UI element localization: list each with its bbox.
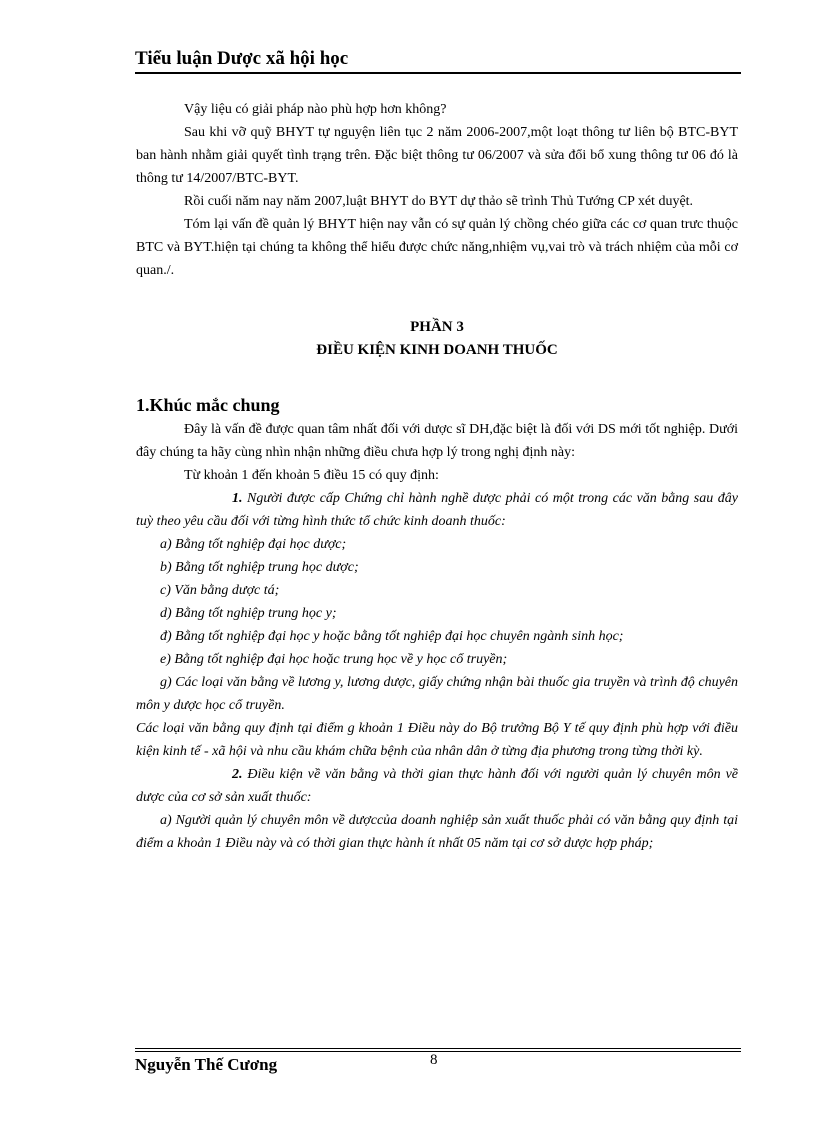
paragraph-summary: Tóm lại vấn đề quản lý BHYT hiện nay vẫn có sự quản lý chồng chéo giữa các cơ quan trưc thuộc BTC và BYT.hiện tại chúng ta không thể hiểu được chức năng,nhiệm vụ,vai trò và trách nhiệm của mỗi cơ quan./.: [136, 217, 738, 278]
page-number: 8: [430, 1052, 438, 1068]
paragraph-bhyt-law: Rồi cuối năm nay năm 2007,luật BHYT do BYT dự thảo sẽ trình Thủ Tướng CP xét duyệt.: [184, 194, 694, 209]
list-item: d) Bằng tốt nghiệp trung học y;: [160, 606, 337, 621]
document-body: [136, 98, 738, 855]
list-item: đ) Bằng tốt nghiệp đại học y hoặc bằng tốt nghiệp đại học chuyên ngành sinh học;: [160, 629, 624, 644]
clause-reference: Từ khoản 1 đến khoản 5 điều 15 có quy định:: [184, 468, 439, 483]
clause-1: [136, 487, 738, 533]
list-item: e) Bằng tốt nghiệp đại học hoặc trung học về y học cổ truyền;: [160, 652, 508, 667]
clause-1-number: 1.: [232, 491, 243, 506]
paragraph-question: Vậy liệu có giải pháp nào phù hợp hơn không?: [184, 102, 447, 117]
list-item-g: g) Các loại văn bằng về lương y, lương dược, giấy chứng nhận bài thuốc gia truyền và trình độ chuyên môn y dược học cổ truyền.: [136, 675, 738, 713]
clause-2: [136, 763, 738, 809]
footer-divider: [135, 1048, 741, 1052]
section-intro: Đây là vấn đề được quan tâm nhất đối với dược sĩ DH,đặc biệt là đối với DS mới tốt nghiệp. Dưới đây chúng ta hãy cùng nhìn nhận những điều chưa hợp lý trong nghị định này:: [136, 422, 738, 460]
part-title: ĐIỀU KIỆN KINH DOANH THUỐC: [316, 342, 558, 358]
section-title: 1.Khúc mắc chung: [136, 395, 280, 415]
paragraph-bhyt-circulars: Sau khi vỡ quỹ BHYT tự nguyện liên tục 2 năm 2006-2007,một loạt thông tư liên bộ BTC-BYT ban hành nhằm giải quyết tình trạng trên. Đặc biệt thông tư 06/2007 và sửa đổi bổ xung thông tư 06 đó là thông tư 14/2007/BTC-BYT.: [136, 125, 738, 186]
clause-1-note: Các loại văn bằng quy định tại điểm g khoản 1 Điều này do Bộ trưởng Bộ Y tế quy định phù hợp với điều kiện kinh tế - xã hội và nhu cầu khám chữa bệnh của nhân dân ở từng địa phương trong từng thời kỳ.: [136, 721, 738, 759]
clause-2-item-a: a) Người quản lý chuyên môn về dượccủa doanh nghiệp sản xuất thuốc phải có văn bằng quy định tại điểm a khoản 1 Điều này và có thời gian thực hành ít nhất 05 năm tại cơ sở dược hợp pháp;: [136, 813, 738, 851]
list-item: c) Văn bằng dược tá;: [160, 583, 280, 598]
list-item: b) Bằng tốt nghiệp trung học dược;: [160, 560, 359, 575]
header-divider: [135, 72, 741, 74]
footer-author: Nguyễn Thế Cương: [135, 1055, 278, 1074]
clause-1-text: Người được cấp Chứng chỉ hành nghề dược phải có một trong các văn bằng sau đây tuỳ theo yêu cầu đối với từng hình thức tổ chức kinh doanh thuốc:: [136, 491, 738, 529]
list-item: a) Bằng tốt nghiệp đại học dược;: [160, 537, 347, 552]
document-header-title: Tiểu luận Dược xã hội học: [135, 48, 349, 69]
clause-2-number: 2.: [232, 767, 243, 782]
clause-2-text: Điều kiện về văn bằng và thời gian thực hành đối với người quản lý chuyên môn về dược của cơ sở sản xuất thuốc:: [136, 767, 738, 805]
part-label: PHẦN 3: [410, 319, 464, 335]
